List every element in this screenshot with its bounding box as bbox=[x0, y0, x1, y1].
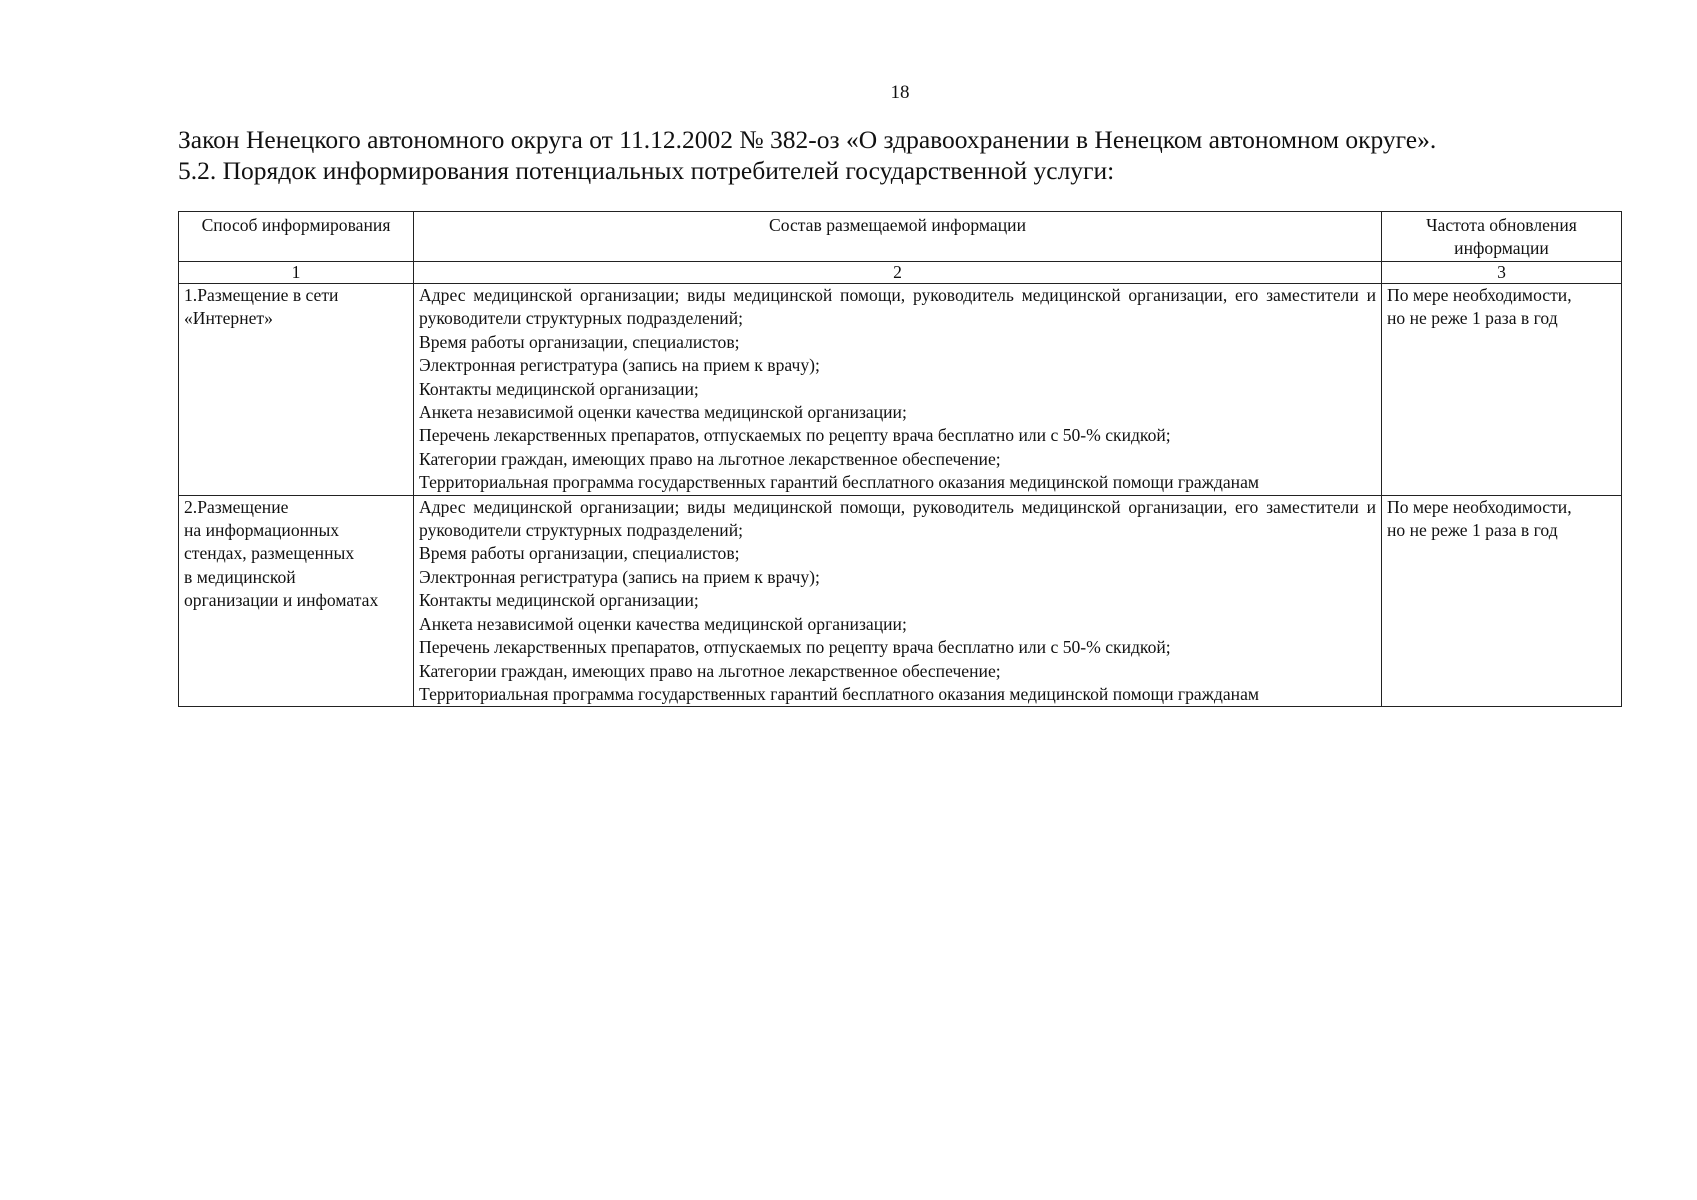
content-item: Адрес медицинской организации; виды медицинской помощи, руководитель медицинской организации, его заместители и руководители структурных подразделений; bbox=[419, 496, 1376, 541]
frequency-line: но не реже 1 раза в год bbox=[1387, 520, 1558, 541]
content-cell bbox=[414, 495, 1382, 707]
column-number-row bbox=[179, 262, 1622, 284]
method-cell bbox=[179, 284, 414, 496]
content-item: Адрес медицинской организации; виды медицинской помощи, руководитель медицинской организации, его заместители и руководители структурных подразделений; bbox=[419, 285, 1376, 329]
content-item: Электронная регистратура (запись на прием к врачу); bbox=[419, 355, 820, 376]
page-number: 18 bbox=[890, 82, 910, 103]
header-content: Состав размещаемой информации bbox=[414, 212, 1382, 262]
content-item: Территориальная программа государственных гарантий бесплатного оказания медицинской помощи гражданам bbox=[419, 683, 1260, 704]
method-line: стендах, размещенных bbox=[184, 543, 355, 564]
column-number-2: 2 bbox=[414, 262, 1382, 284]
method-line: 1.Размещение в сети bbox=[184, 285, 339, 305]
content-item: Время работы организации, специалистов; bbox=[419, 543, 740, 564]
table-row bbox=[179, 495, 1622, 707]
frequency-cell bbox=[1382, 495, 1622, 707]
law-reference: Закон Ненецкого автономного округа от 11.12.2002 № 382-оз «О здравоохранении в Ненецком автономном округе». bbox=[178, 125, 1437, 154]
method-line: организации и инфоматах bbox=[184, 590, 379, 611]
header-frequency: Частота обновления информации bbox=[1382, 212, 1622, 262]
content-item: Категории граждан, имеющих право на льготное лекарственное обеспечение; bbox=[419, 660, 1001, 681]
content-item: Перечень лекарственных препаратов, отпускаемых по рецепту врача бесплатно или с 50-% скидкой; bbox=[419, 425, 1171, 446]
column-number-3: 3 bbox=[1382, 262, 1622, 284]
section-title: 5.2. Порядок информирования потенциальных потребителей государственной услуги: bbox=[178, 156, 1115, 185]
content-cell bbox=[414, 284, 1382, 496]
content-item: Анкета независимой оценки качества медицинской организации; bbox=[419, 613, 907, 634]
content-item: Перечень лекарственных препаратов, отпускаемых по рецепту врача бесплатно или с 50-% скидкой; bbox=[419, 637, 1171, 658]
column-number-1: 1 bbox=[179, 262, 414, 284]
frequency-cell bbox=[1382, 284, 1622, 496]
method-cell bbox=[179, 495, 414, 707]
informing-methods-table bbox=[178, 211, 1622, 707]
content-item: Анкета независимой оценки качества медицинской организации; bbox=[419, 402, 907, 423]
content-item: Контакты медицинской организации; bbox=[419, 590, 699, 611]
frequency-line: По мере необходимости, bbox=[1387, 285, 1572, 305]
method-line: на информационных bbox=[184, 520, 340, 541]
content-item: Время работы организации, специалистов; bbox=[419, 331, 740, 352]
content-item: Категории граждан, имеющих право на льготное лекарственное обеспечение; bbox=[419, 448, 1001, 469]
content-item: Территориальная программа государственных гарантий бесплатного оказания медицинской помощи гражданам bbox=[419, 472, 1260, 493]
table-row bbox=[179, 284, 1622, 496]
header-method: Способ информирования bbox=[179, 212, 414, 262]
table-header-row bbox=[179, 212, 1622, 262]
method-line: 2.Размещение bbox=[184, 496, 289, 517]
frequency-line: но не реже 1 раза в год bbox=[1387, 308, 1558, 329]
document-heading bbox=[178, 124, 1638, 186]
method-line: «Интернет» bbox=[184, 308, 273, 329]
method-line: в медицинской bbox=[184, 566, 296, 587]
content-item: Электронная регистратура (запись на прием к врачу); bbox=[419, 566, 820, 587]
frequency-line: По мере необходимости, bbox=[1387, 496, 1572, 517]
content-item: Контакты медицинской организации; bbox=[419, 378, 699, 399]
